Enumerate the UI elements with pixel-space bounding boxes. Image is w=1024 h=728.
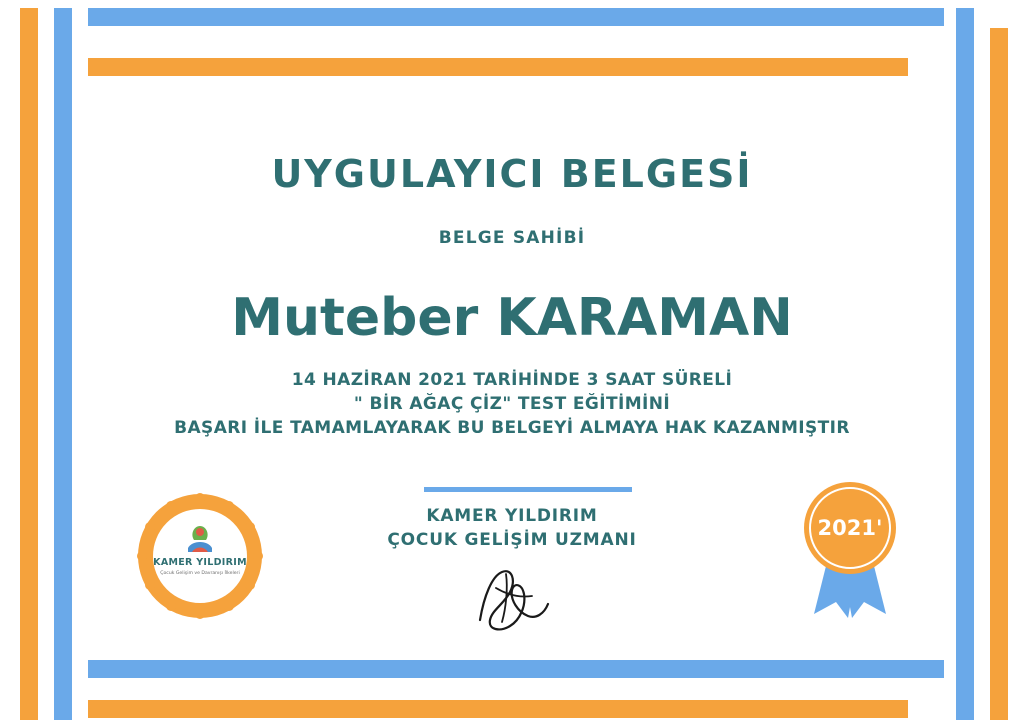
body-line-1: 14 HAZİRAN 2021 TARİHİNDE 3 SAAT SÜRELİ <box>291 370 733 390</box>
signature-divider-rule <box>424 487 632 492</box>
left-orange-border-bar <box>20 8 38 720</box>
bottom-orange-border-bar <box>88 700 908 718</box>
award-year-label: 2021' <box>817 516 883 540</box>
certificate-title: UYGULAYICI BELGESİ <box>271 152 753 196</box>
recipient-name: Muteber KARAMAN <box>231 288 793 348</box>
top-orange-border-bar <box>88 58 908 76</box>
signer-title: ÇOCUK GELİŞİM UZMANI <box>387 530 637 550</box>
left-blue-border-bar <box>54 8 72 720</box>
logo-brand-tagline: Çocuk Gelişim ve Davranışı İlkeleri <box>160 570 240 576</box>
award-rosette-icon <box>786 478 914 618</box>
handwritten-signature-icon <box>462 558 572 638</box>
bottom-blue-border-bar <box>88 660 944 678</box>
body-line-3: BAŞARI İLE TAMAMLAYARAK BU BELGEYİ ALMAYA HAK KAZANMIŞTIR <box>174 418 850 438</box>
top-blue-border-bar <box>88 8 944 26</box>
certificate-body <box>0 368 1024 440</box>
body-line-2: " BİR AĞAÇ ÇİZ" TEST EĞİTİMİNİ <box>353 394 671 414</box>
certificate-subtitle: BELGE SAHİBİ <box>438 228 586 248</box>
right-blue-border-bar <box>956 8 974 720</box>
organization-logo-seal-icon <box>136 492 264 620</box>
signer-name: KAMER YILDIRIM <box>426 506 598 526</box>
logo-brand-name: KAMER YILDIRIM <box>153 556 247 568</box>
